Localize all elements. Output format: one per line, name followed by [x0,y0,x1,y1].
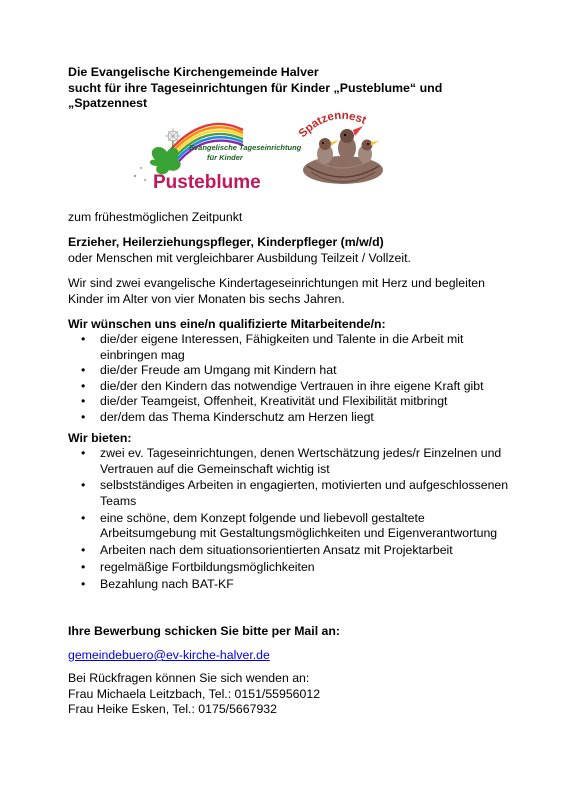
contact-intro: Bei Rückfragen können Sie sich wenden an: [68,671,310,685]
pusteblume-subtitle-2: für Kinder [207,153,243,162]
timing-text: zum frühestmöglichen Zeitpunkt [68,210,243,224]
about-paragraph [68,276,485,307]
title-line-2: sucht für ihre Tageseinrichtungen für Kinder „Pusteblume“ und [68,80,443,95]
offer-item-text: selbstständiges Arbeiten in engagierten, motivierten und aufgeschlossenen [100,478,509,493]
spatzennest-name: Spatzennest [296,109,368,140]
wish-item [68,332,528,363]
pusteblume-logo [134,124,302,193]
contact-block [68,671,320,718]
wish-item [68,410,528,426]
bullet-icon: • [81,363,86,378]
bullet-icon: • [81,332,86,346]
wish-item-text: der/dem das Thema Kinderschutz am Herzen liegt [100,409,374,424]
offer-item-text: Arbeiten nach dem situationsorientierten Ansatz mit Projektarbeit [100,543,453,558]
nest-icon [303,156,383,184]
wishes-heading: Wir wünschen uns eine/n qualifizierte Mitarbeitende/n: [68,317,386,331]
role-title: Erzieher, Heilerziehungspfleger, Kinderpfleger (m/w/d) [68,235,384,249]
role-subtitle: oder Menschen mit vergleichbarer Ausbildung Teilzeit / Vollzeit. [68,250,411,265]
wish-item [68,379,528,395]
bullet-icon: • [81,378,86,393]
offer-item [68,560,528,576]
bullet-icon: • [81,446,86,460]
offers-heading: Wir bieten: [68,431,132,445]
offers-list-container [68,446,528,593]
bullet-icon: • [81,409,86,424]
about-line-2: Kinder im Alter von vier Monaten bis sechs Jahren. [68,291,345,306]
offer-item [68,511,528,542]
wishes-list-container [68,332,528,426]
offer-item [68,446,528,477]
wish-item-text: die/der den Kindern das notwendige Vertrauen in ihre eigene Kraft gibt [100,378,484,393]
wishes-list [68,332,528,426]
bullet-icon: • [81,394,86,409]
wish-item-text: die/der eigene Interessen, Fähigkeiten und Talente in die Arbeit mit [100,332,464,346]
role-block [68,235,411,266]
wish-item-text: einbringen mag [100,347,185,362]
wish-item [68,394,528,410]
pusteblume-name: Pusteblume [153,172,261,193]
leaf-icon [150,147,181,174]
offer-item-text: Vertrauen auf die Gemeinschaft wichtig ist [100,461,330,476]
offer-item-text: Arbeitsumgebung mit Gestaltungsmöglichkeiten und Eigenverantwortung [100,526,498,541]
offer-item-text: zwei ev. Tageseinrichtungen, denen Wertschätzung jedes/r Einzelnen und [100,446,502,460]
pusteblume-subtitle-1: Evangelische Tageseinrichtung [189,143,302,152]
wish-item-text: die/der Teamgeist, Offenheit, Kreativität und Flexibilität mitbringt [100,394,448,409]
contact-person-2: Frau Heike Esken, Tel.: 0175/5667932 [68,702,277,717]
bullet-icon: • [81,559,86,574]
bullet-icon: • [81,478,86,493]
offer-item [68,577,528,593]
offer-item-text: regelmäßige Fortbildungsmöglichkeiten [100,559,315,574]
offer-item-text: eine schöne, dem Konzept folgende und liebevoll gestaltete [100,510,425,525]
wish-item-text: die/der Freude am Umgang mit Kindern hat [100,363,337,378]
contact-person-1: Frau Michaela Leitzbach, Tel.: 0151/55956012 [68,686,321,701]
offer-item [68,478,528,509]
logos-row [125,108,415,194]
bullet-icon: • [81,543,86,558]
title-line-3: „Spatzennest [68,96,148,110]
bullet-icon: • [81,510,86,525]
bullet-icon: • [81,576,86,591]
title-line-1: Die Evangelische Kirchengemeinde Halver [68,65,319,79]
offer-item-text: Bezahlung nach BAT-KF [100,576,234,591]
wish-item [68,363,528,379]
offers-list [68,446,528,592]
email-link[interactable]: gemeindebuero@ev-kirche-halver.de [68,648,270,662]
apply-heading: Ihre Bewerbung schicken Sie bitte per Mail an: [68,624,340,638]
document-title [68,65,508,112]
offer-item [68,543,528,559]
offer-item-text: Teams [100,493,137,508]
spatzennest-logo [297,110,383,184]
sparrow-icons [317,126,379,164]
about-line-1: Wir sind zwei evangelische Kindertageseinrichtungen mit Herz und begleiten [68,276,485,290]
